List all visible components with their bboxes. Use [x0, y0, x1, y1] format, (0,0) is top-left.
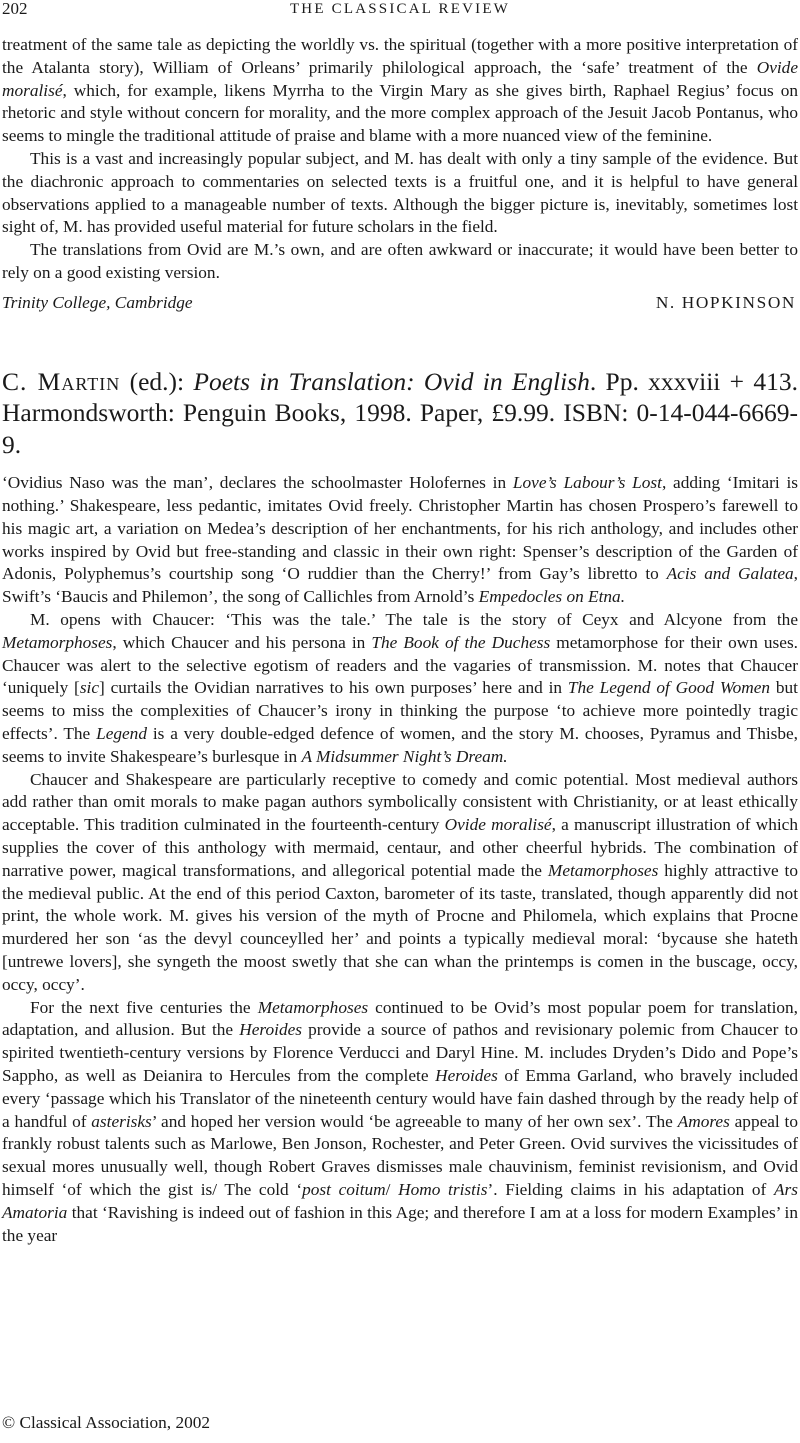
reviewer-name: N. HOPKINSON: [655, 292, 796, 312]
review2-paragraph-2: M. opens with Chaucer: ‘This was the tale.’ The tale is the story of Ceyx and Alcyone from the Metamorphoses, which Chaucer and his persona in The Book of the Duchess metamorphose for their own uses. Chaucer was alert to the selective egotism of readers and the vagaries of transmission. M. notes that Chaucer ‘uniquely [sic] curtails the Ovidian narratives to his own purposes’ here and in The Legend of Good Women but seems to miss the complexities of Chaucer’s irony in thinking the purpose ‘to achieve more pointedly tragic effects’. The Legend is a very double-edged defence of women, and the story M. chooses, Pyramus and Thisbe, seems to invite Shakespeare’s burlesque in A Midsummer Night’s Dream.: [2, 610, 798, 766]
review1-paragraph-3: The translations from Ovid are M.’s own, and are often awkward or inaccurate; it would have been better to rely on a good existing version.: [2, 240, 798, 282]
review-signoff: [2, 292, 798, 316]
book-details: . Pp. xxxviii + 413. Harmondsworth: Penguin Books, 1998. Paper, £9.99. ISBN: 0-14-044-6669-9.: [2, 366, 798, 459]
review1-paragraph-1: treatment of the same tale as depicting the worldly vs. the spiritual (together with a more positive interpretation of the Atalanta story), William of Orleans’ primarily philological approach, the ‘safe’ treatment of the Ovide moralisé, which, for example, likens Myrrha to the Virgin Mary as she gives birth, Raphael Regius’ focus on rhetoric and style without concern for morality, and the more complex approach of the Jesuit Jacob Pontanus, who seems to mingle the traditional attitude of praise and blame with a more nuanced view of the feminine.: [2, 35, 798, 146]
review1-paragraph-2: This is a vast and increasingly popular subject, and M. has dealt with only a tiny sample of the evidence. But the diachronic approach to commentaries on selected texts is a fruitful one, and it is helpful to have general observations applied to a manageable number of texts. Although the bigger picture is, inevitably, sometimes lost sight of, M. has provided useful material for future scholars in the field.: [2, 148, 798, 237]
review2-paragraph-4: For the next five centuries the Metamorphoses continued to be Ovid’s most popular poem for translation, adaptation, and allusion. But the Heroides provide a source of pathos and revisionary polemic from Chaucer to spirited twentieth-century versions by Florence Verducci and Daryl Hine. M. includes Dryden’s Dido and Pope’s Sappho, as well as Deianira to Hercules from the complete Heroides of Emma Garland, who bravely included every ‘passage which his Translator of the nineteenth century would have fain dashed through by the ready help of a handful of asterisks’ and hoped her version would ‘be agreeable to many of her own sex’. The Amores appeal to frankly robust talents such as Marlowe, Ben Jonson, Rochester, and Peter Green. Ovid survives the vicissitudes of sexual mores unusually well, though Robert Graves dismisses male chauvinism, feminist revisionism, and Ovid himself ‘of which the gist is/ The cold ‘post coitum/ Homo tristis’. Fielding claims in his adaptation of Ars Amatoria that ‘Ravishing is indeed out of fashion in this Age; and therefore I am at a loss for modern Examples’ in the year: [2, 997, 799, 1245]
copyright-footer: © Classical Association, 2002: [2, 1413, 211, 1432]
article-body: [2, 34, 798, 1247]
book-author: C. Martin: [2, 366, 121, 396]
book-title: Poets in Translation: Ovid in English: [193, 366, 590, 396]
review2-paragraph-3: Chaucer and Shakespeare are particularly receptive to comedy and comic potential. Most medieval authors add rather than omit morals to make pagan authors symbolically consistent with Christianity, or at least ethically acceptable. This tradition culminated in the fourteenth-century Ovide moralisé, a manuscript illustration of which supplies the cover of this anthology with mermaid, centaur, and other cheerful hybrids. The combination of narrative power, magical transformations, and allegorical potential made the Metamorphoses highly attractive to the medieval public. At the end of this period Caxton, barometer of its taste, translated, though apparently did not print, the whole work. M. gives his version of the myth of Procne and Philomela, which explains that Procne murdered her son ‘as the devyl counceylled her’ and points a typically medieval moral: ‘bycause she hateth [untrewe lovers], she syngeth the moost swetly that she can whan the printemps is comen in the buscage, occy, occy, occy’.: [2, 769, 798, 994]
book-heading: C. Martin (ed.): Poets in Translation: Ovid in English. Pp. xxxviii + 413. Harmondsworth: Penguin Books, 1998. Paper, £9.99. ISBN: 0-14-044-6669-9.: [2, 366, 798, 459]
running-head: [0, 0, 800, 24]
page-number: 202: [2, 0, 28, 18]
review2-paragraph-1: ‘Ovidius Naso was the man’, declares the schoolmaster Holofernes in Love’s Labour’s Lost, adding ‘Imitari is nothing.’ Shakespeare, less pedantic, imitates Ovid freely. Christopher Martin has chosen Prospero’s farewell to his magic art, a variation on Medea’s description of her enchantments, for his rich anthology, and includes other works inspired by Ovid but free-standing and classic in their own right: Spenser’s description of the Garden of Adonis, Polyphemus’s courtship song ‘O ruddier than the Cherry!’ from Gay’s libretto to Acis and Galatea, Swift’s ‘Baucis and Philemon’, the song of Callichles from Arnold’s Empedocles on Etna.: [2, 473, 798, 607]
reviewer-affiliation: Trinity College, Cambridge: [2, 292, 193, 312]
journal-title: THE CLASSICAL REVIEW: [289, 1, 511, 17]
